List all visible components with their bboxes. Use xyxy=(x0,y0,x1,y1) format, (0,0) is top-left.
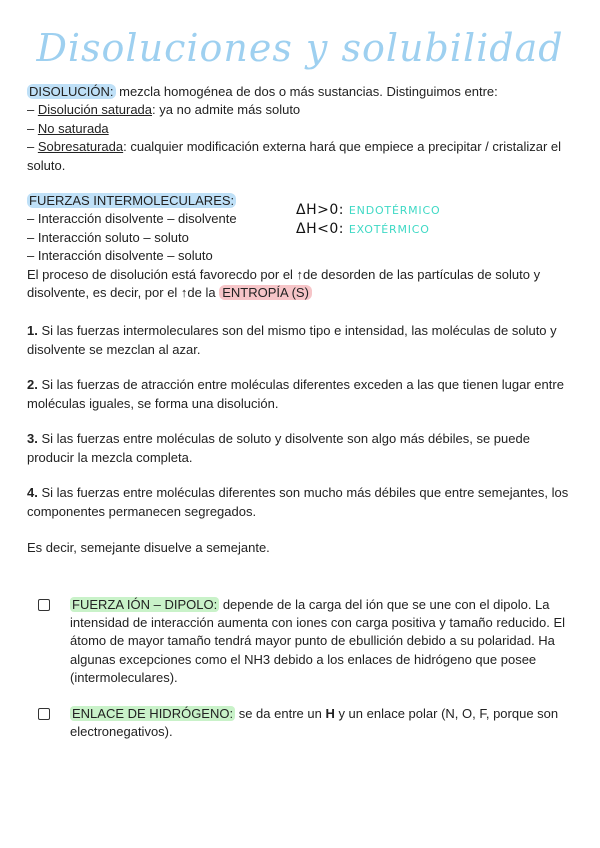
enlace-hidrogeno-term: ENLACE DE HIDRÓGENO: xyxy=(72,706,234,721)
entropy-term: ENTROPÍA (S) xyxy=(219,285,312,300)
conclusion-text: Es decir, semejante disuelve a semejante. xyxy=(27,540,270,555)
handwritten-exothermic: ΔH<0: EXOTÉRMICO xyxy=(296,221,430,237)
disolucion-term: DISOLUCIÓN: xyxy=(29,84,114,99)
list-item: – Interacción disolvente – soluto xyxy=(27,248,213,264)
checklist-item-enlace-hidrogeno: ENLACE DE HIDRÓGENO: se da entre un H y un enlace polar (N, O, F, porque son electronegativos). xyxy=(70,706,559,740)
list-item: – Interacción disolvente – disolvente xyxy=(27,211,237,227)
numbered-paragraph-2: 2. Si las fuerzas de atracción entre moléculas diferentes exceden a las que tienen lugar entre moléculas iguales, se forma una disolución. xyxy=(27,377,564,411)
entropy-paragraph: El proceso de disolución está favorecdo por el ↑de desorden de las partículas de soluto y disolvente, es decir, por el ↑de la ENTROPÍA (S) xyxy=(27,266,541,301)
checkbox-enlace-hidrogeno[interactable] xyxy=(38,708,50,720)
ion-dipolo-term: FUERZA IÓN – DIPOLO: xyxy=(72,597,218,612)
list-item: – No saturada xyxy=(27,120,109,136)
fuerzas-heading: FUERZAS INTERMOLECULARES: xyxy=(29,193,235,208)
checklist-item-ion-dipolo: FUERZA IÓN – DIPOLO: depende de la carga del ión que se une con el dipolo. La intensidad de interacción aumenta con iones con carga positiva y tamaño reducido. El átomo de mayor tamaño tendrá mayor punto de ebullición debido a su polaridad. Ha algunas excepciones como el NH3 debido a los enlaces de hidrógeno que posee (intermoleculares). xyxy=(70,597,566,685)
handwritten-endothermic: ΔH>0: ENDOTÉRMICO xyxy=(296,202,441,218)
page-title: Disoluciones y solubilidad xyxy=(36,26,564,70)
list-item: – Sobresaturada: cualquier modificación externa hará que empiece a precipitar / cristalizar el soluto. xyxy=(27,139,562,173)
up-arrow-icon: ↑ xyxy=(180,285,188,301)
numbered-paragraph-3: 3. Si las fuerzas entre moléculas de soluto y disolvente son algo más débiles, se puede producir la mezcla completa. xyxy=(27,431,530,465)
up-arrow-icon: ↑ xyxy=(296,266,304,282)
checkbox-ion-dipolo[interactable] xyxy=(38,599,50,611)
list-item: – Disolución saturada: ya no admite más soluto xyxy=(27,102,301,118)
list-item: – Interacción soluto – soluto xyxy=(27,229,189,245)
disolucion-definition: DISOLUCIÓN: mezcla homogénea de dos o más sustancias. Distinguimos entre: xyxy=(29,84,498,99)
numbered-paragraph-1: 1. Si las fuerzas intermoleculares son del mismo tipo e intensidad, las moléculas de soluto y disolvente se mezclan al azar. xyxy=(27,323,557,357)
disolucion-section xyxy=(27,83,575,175)
numbered-paragraph-4: 4. Si las fuerzas entre moléculas diferentes son mucho más débiles que entre semejantes, los componentes permanecen segregados. xyxy=(27,485,569,519)
